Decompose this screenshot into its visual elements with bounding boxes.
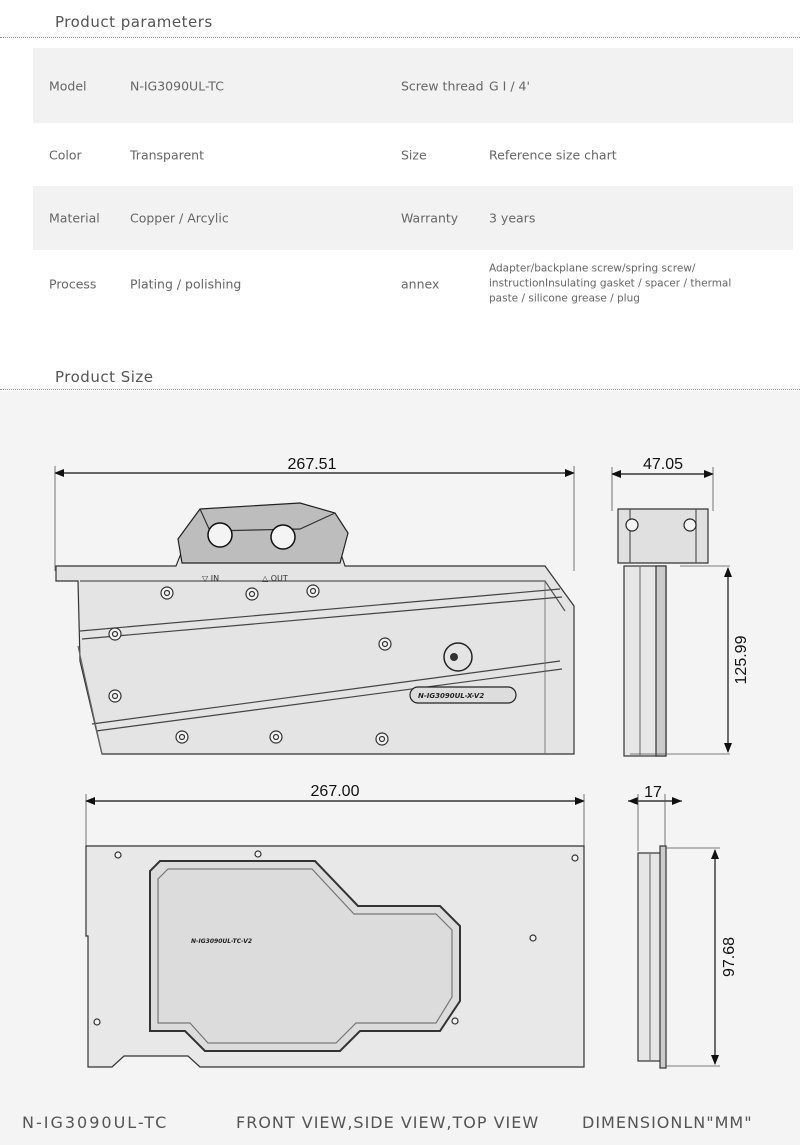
param-label: Material (49, 210, 100, 226)
param-value: Plating / polishing (130, 276, 242, 292)
param-label: Process (49, 276, 97, 292)
footer-dimension-unit: DIMENSIONLN"MM" (582, 1113, 753, 1132)
front-height-dimension: 125.99 (733, 635, 750, 685)
param-value: Adapter/backplane screw/spring screw/ instructionInsulating gasket / spacer / thermal paste / silicone grease / plug (489, 262, 732, 305)
back-model-label: N-IG3090UL-TC-V2 (191, 938, 253, 945)
param-label: Size (401, 147, 427, 162)
param-label: Warranty (401, 210, 459, 226)
param-label: Model (49, 78, 87, 93)
footer-views: FRONT VIEW,SIDE VIEW,TOP VIEW (236, 1113, 540, 1132)
param-value: Copper / Arcylic (130, 210, 229, 226)
technical-drawing (0, 391, 800, 1145)
param-label: Screw thread (401, 78, 484, 93)
parameters-heading: Product parameters (0, 10, 800, 38)
parameters-table (33, 48, 793, 318)
size-heading: Product Size (0, 365, 800, 390)
backplate-side-view (628, 794, 720, 1068)
out-label: △ OUT (262, 574, 288, 583)
param-row-process (33, 250, 793, 318)
dimension-drawing (0, 391, 800, 1145)
param-label: Color (49, 147, 82, 162)
side-view (612, 467, 730, 756)
param-row-color (33, 123, 793, 186)
param-row-material (33, 186, 793, 250)
backplate-view (86, 794, 584, 1067)
param-row-model (33, 48, 793, 123)
side-width-dimension: 47.05 (642, 456, 684, 473)
param-value: 3 years (489, 210, 536, 226)
param-value: Transparent (130, 147, 205, 162)
param-value: G I / 4' (489, 78, 530, 93)
front-model-label: N-IG3090UL-X-V2 (418, 692, 485, 700)
back-side-width-dimension: 17 (644, 784, 662, 801)
back-width-dimension: 267.00 (310, 783, 360, 800)
footer-model: N-IG3090UL-TC (22, 1113, 169, 1132)
back-height-dimension: 97.68 (721, 936, 738, 978)
param-value: Reference size chart (489, 147, 617, 162)
front-view (55, 466, 574, 754)
param-label: annex (401, 276, 440, 292)
in-label: ▽ IN (202, 574, 220, 583)
param-value: N-IG3090UL-TC (130, 78, 224, 93)
front-width-dimension: 267.51 (287, 456, 337, 473)
